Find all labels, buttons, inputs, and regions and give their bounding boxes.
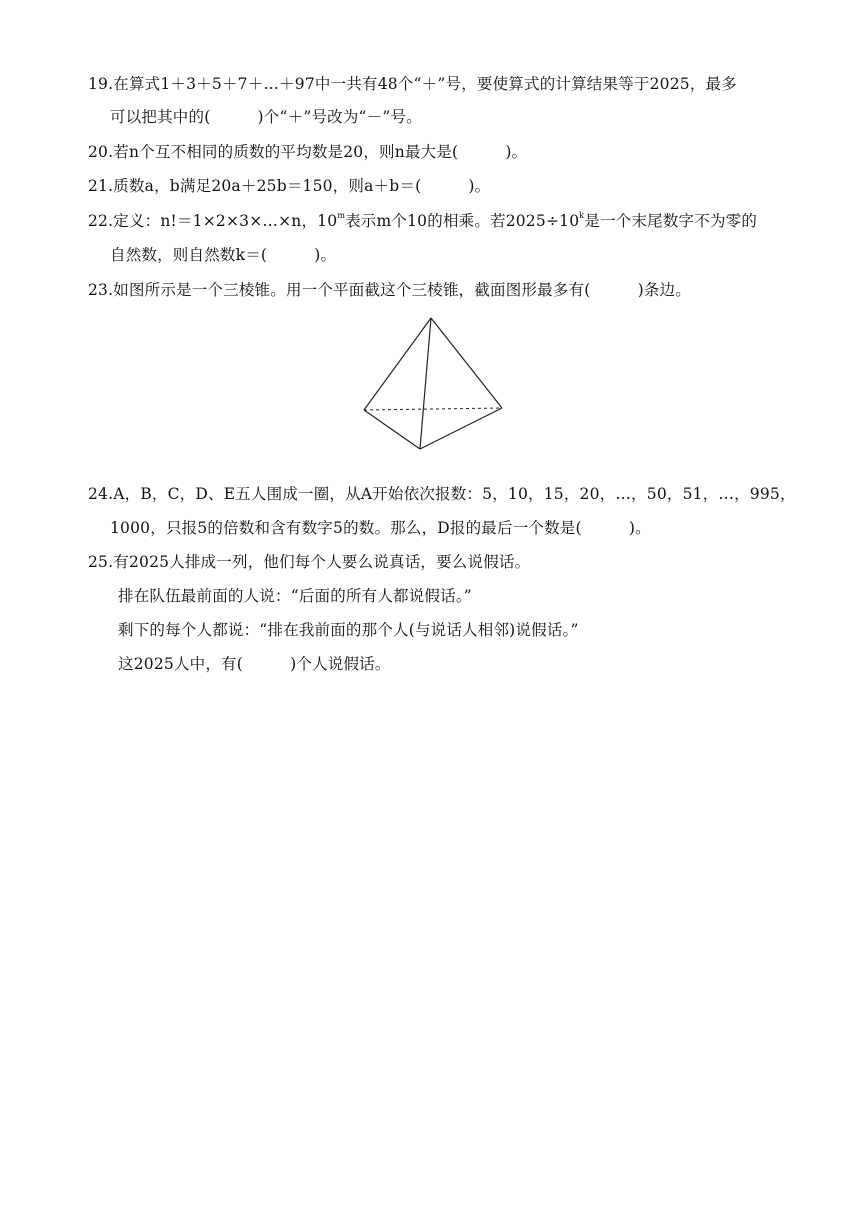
- pyramid-base-hidden-dashed: [364, 408, 502, 410]
- question-25-line-1: 25.有2025人排成一列，他们每个人要么说真话，要么说假话。: [88, 553, 531, 571]
- pyramid-base-left: [364, 410, 420, 449]
- question-22-line-2: 自然数，则自然数k＝( )。: [110, 246, 337, 264]
- question-19-line-1: 19.在算式1＋3＋5＋7＋…＋97中一共有48个“＋”号，要使算式的计算结果等于2025，最多: [88, 75, 737, 93]
- question-22-text-a: 22.定义：n!＝1×2×3×…×n，10: [88, 212, 338, 230]
- question-25-line-4: 这2025人中，有( )个人说假话。: [118, 655, 391, 673]
- question-24-line-2: 1000，只报5的倍数和含有数字5的数。那么，D报的最后一个数是( )。: [110, 519, 651, 537]
- question-23: 23.如图所示是一个三棱锥。用一个平面截这个三棱锥，截面图形最多有( )条边。: [88, 281, 691, 299]
- exponent-k: k: [579, 211, 585, 220]
- question-24-line-1: 24.A，B，C，D、E五人围成一圈，从A开始依次报数：5，10，15，20，…，50，51，…，995，: [88, 485, 796, 503]
- question-25-line-2: 排在队伍最前面的人说：“后面的所有人都说假话。”: [118, 587, 472, 605]
- pyramid-edge-front-right: [431, 318, 502, 408]
- question-25-line-3: 剩下的每个人都说：“排在我前面的那个人(与说话人相邻)说假话。”: [118, 621, 579, 639]
- question-22-text-c: 是一个末尾数字不为零的: [584, 212, 758, 230]
- question-20: 20.若n个互不相同的质数的平均数是20，则n最大是( )。: [88, 143, 528, 161]
- pyramid-edge-front-middle: [420, 318, 431, 449]
- triangular-pyramid-figure: [356, 312, 508, 454]
- question-22-line-1: [88, 211, 757, 231]
- pyramid-edge-front-left: [364, 318, 431, 410]
- question-22-text-b: 表示m个10的相乘。若2025÷10: [345, 212, 580, 230]
- question-19-line-2: 可以把其中的( )个“＋”号改为“－”号。: [110, 108, 422, 126]
- exponent-m: m: [337, 211, 346, 220]
- question-21: 21.质数a，b满足20a＋25b＝150，则a＋b＝( )。: [88, 177, 491, 195]
- pyramid-base-right: [420, 408, 502, 449]
